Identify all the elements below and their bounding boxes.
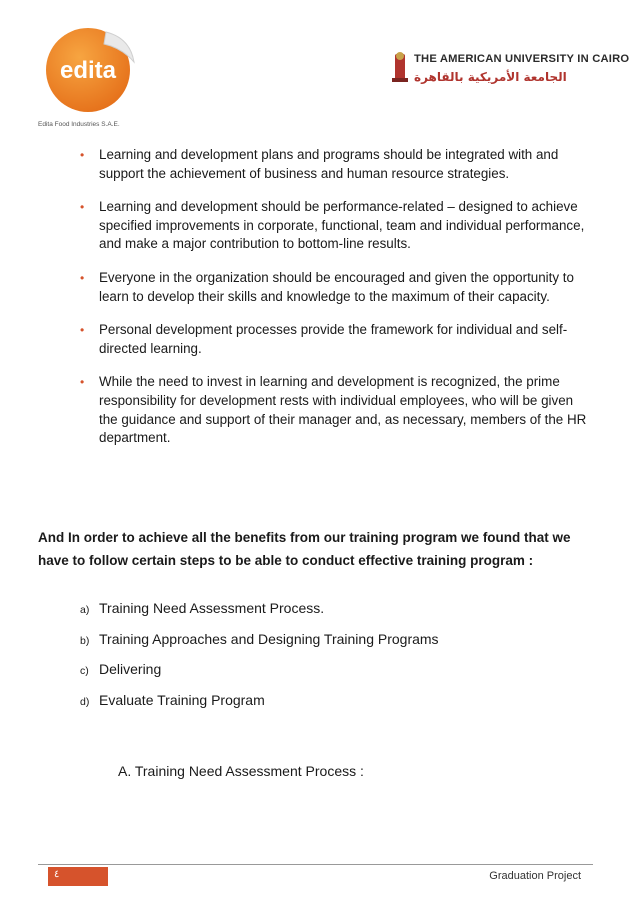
step-marker: d) (80, 695, 90, 708)
list-item (80, 146, 590, 183)
step-marker: a) (80, 604, 90, 616)
list-item (80, 198, 590, 254)
step-marker: b) (80, 634, 90, 647)
bullet-icon: • (80, 375, 85, 390)
bullet-icon: • (80, 148, 85, 162)
edita-logo (38, 18, 148, 133)
step-item (80, 659, 439, 690)
auc-name-ar: الجامعة الأمريكية بالقاهرة (414, 70, 567, 84)
auc-emblem-icon (390, 50, 410, 84)
bullet-icon: • (80, 270, 85, 285)
step-item (80, 629, 439, 660)
step-text: Evaluate Training Program (99, 691, 265, 708)
list-item (80, 373, 590, 447)
step-item (80, 690, 439, 721)
auc-name-en: THE AMERICAN UNIVERSITY IN CAIRO (414, 53, 630, 65)
principles-list (80, 146, 590, 463)
list-item-text: Learning and development plans and programs should be integrated with and support the achievement of business and human resource strategies. (99, 147, 559, 181)
step-text: Training Need Assessment Process. (99, 600, 325, 616)
page-number: ٤ (54, 869, 60, 880)
footer-title: Graduation Project (489, 870, 581, 882)
list-item-text: While the need to invest in learning and development is recognized, the prime responsibility for development rests with individual employees, who will be given the guidance and support of their manager and, as necessary, members of the HR department. (99, 374, 587, 446)
bullet-icon: • (80, 323, 85, 338)
list-item (80, 321, 590, 358)
list-item (80, 269, 590, 306)
list-item-text: Personal development processes provide the framework for individual and self-directed learning. (99, 322, 568, 356)
edita-logo-mark (38, 18, 148, 118)
section-heading: A. Training Need Assessment Process : (118, 763, 364, 779)
step-item (80, 598, 439, 629)
bullet-icon: • (80, 200, 85, 215)
list-item-text: Everyone in the organization should be encouraged and given the opportunity to learn to develop their skills and knowledge to the maximum of their capacity. (99, 269, 574, 304)
footer-divider (38, 864, 593, 865)
step-text: Delivering (99, 661, 162, 677)
list-item-text: Learning and development should be performance-related – designed to achieve specified improvements in corporate, functional, team and individual performance, and make a major contribution to bottom-line results. (99, 199, 585, 252)
page-number-box (48, 867, 108, 886)
step-marker: c) (80, 665, 89, 677)
steps-list (80, 598, 439, 720)
step-text: Training Approaches and Designing Training Programs (99, 630, 439, 647)
intro-paragraph: And In order to achieve all the benefits from our training program we found that we have to follow certain steps to be able to conduct effective training program : (38, 530, 571, 568)
auc-logo (390, 48, 630, 96)
edita-wordmark: edita (59, 57, 117, 84)
edita-subtitle: Edita Food Industries S.A.E. (38, 121, 120, 128)
